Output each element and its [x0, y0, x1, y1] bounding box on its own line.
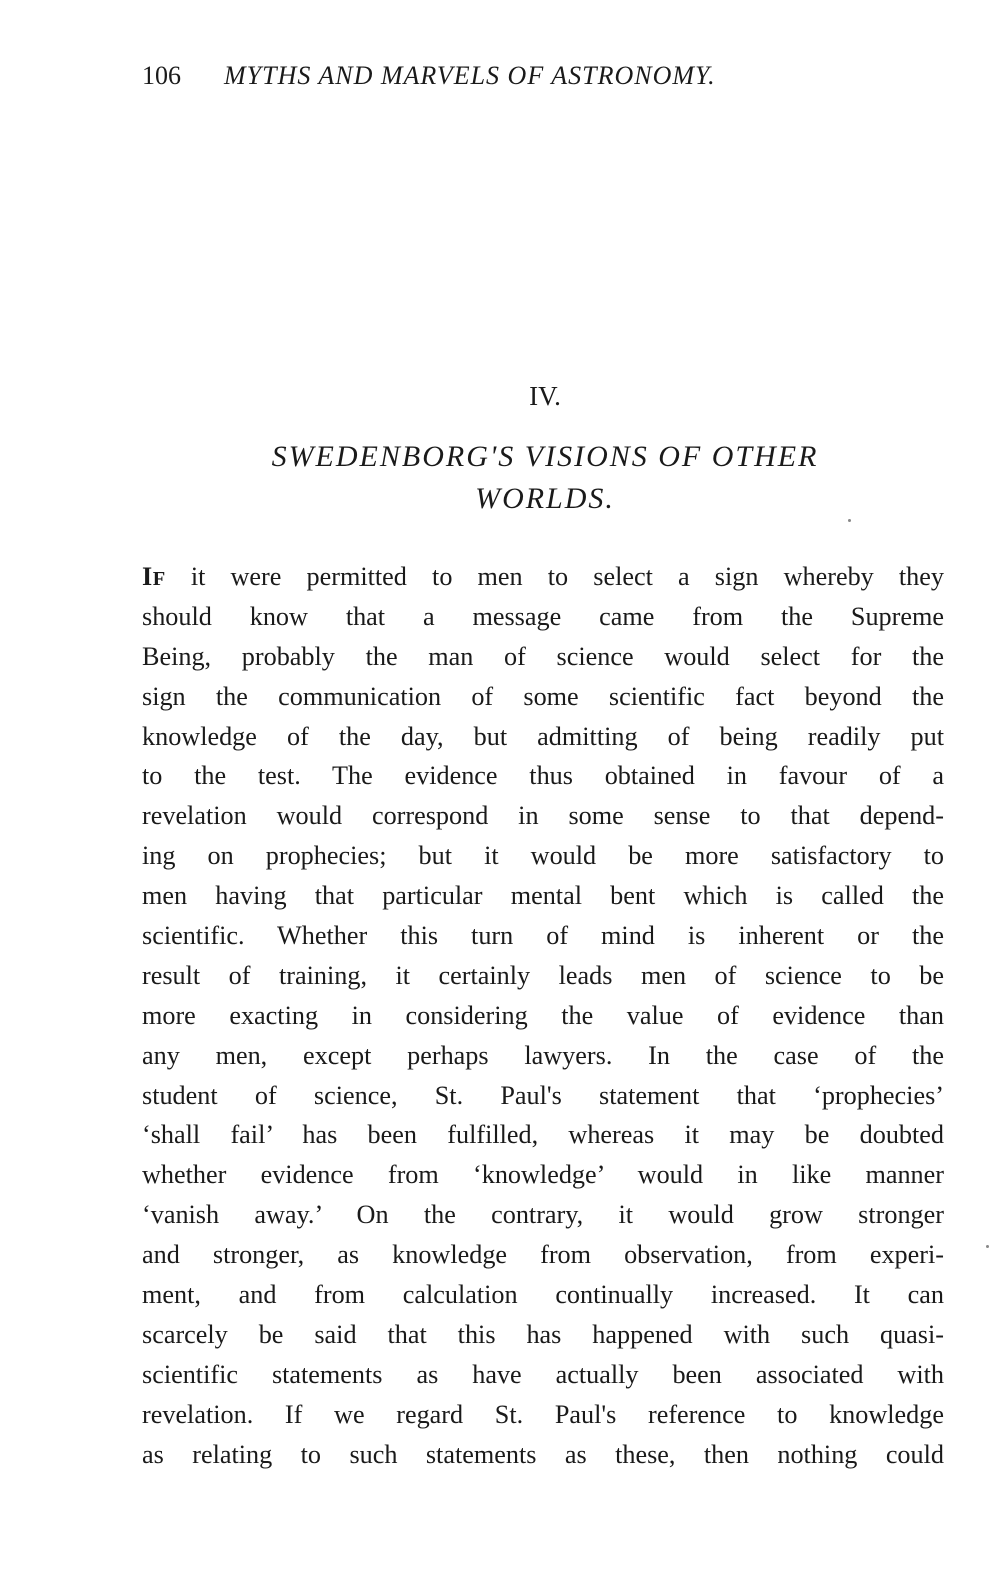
text-line: ‘vanish away.’ On the contrary, it would grow stronger — [142, 1200, 944, 1230]
text-line: to the test. The evidence thus obtained in favour of a — [142, 761, 944, 791]
opening-capital: I — [142, 562, 153, 591]
text-line: Being, probably the man of science would select for the — [142, 641, 944, 671]
paper-speck — [986, 1245, 989, 1248]
text-line — [142, 557, 944, 597]
opening-small-cap: F — [152, 568, 166, 590]
text-line: scarcely be said that this has happened with such quasi- — [142, 1319, 944, 1349]
text-line: result of training, it certainly leads men of science to be — [142, 960, 944, 990]
text-line: more exacting in considering the value of evidence than — [142, 1000, 944, 1030]
text-line: revelation. If we regard St. Paul's reference to knowledge — [142, 1399, 944, 1429]
opening-word — [142, 562, 166, 591]
running-head — [142, 58, 872, 94]
text-line: ‘shall fail’ has been fulfilled, whereas it may be doubted — [142, 1120, 944, 1150]
text-line: ing on prophecies; but it would be more satisfactory to — [142, 841, 944, 871]
text-line: should know that a message came from the Supreme — [142, 601, 944, 631]
paper-speck — [848, 519, 851, 522]
chapter-title-line: WORLDS. — [475, 482, 615, 515]
chapter-number: IV. — [529, 381, 561, 411]
chapter-title — [150, 436, 940, 520]
text-line: and stronger, as knowledge from observation, from experi- — [142, 1240, 944, 1270]
text-line: as relating to such statements as these, then nothing could — [142, 1439, 944, 1469]
text-line-content: it were permitted to men to select a sign whereby they — [165, 562, 944, 591]
text-line: knowledge of the day, but admitting of being readily put — [142, 721, 944, 751]
text-line: scientific. Whether this turn of mind is inherent or the — [142, 921, 944, 951]
text-line: any men, except perhaps lawyers. In the case of the — [142, 1040, 944, 1070]
text-line: scientific statements as have actually been associated with — [142, 1359, 944, 1389]
text-line: men having that particular mental bent which is called the — [142, 881, 944, 911]
page-number: 106 — [142, 61, 181, 90]
text-line: revelation would correspond in some sense to that depend- — [142, 801, 944, 831]
body-paragraph — [142, 557, 944, 1474]
text-line: whether evidence from ‘knowledge’ would in like manner — [142, 1160, 944, 1190]
text-line: student of science, St. Paul's statement that ‘prophecies’ — [142, 1080, 944, 1110]
text-line: sign the communication of some scientific fact beyond the — [142, 681, 944, 711]
running-title: MYTHS AND MARVELS OF ASTRONOMY. — [224, 61, 716, 90]
chapter-title-line: SWEDENBORG'S VISIONS OF OTHER — [271, 440, 819, 473]
text-line: ment, and from calculation continually increased. It can — [142, 1280, 944, 1310]
